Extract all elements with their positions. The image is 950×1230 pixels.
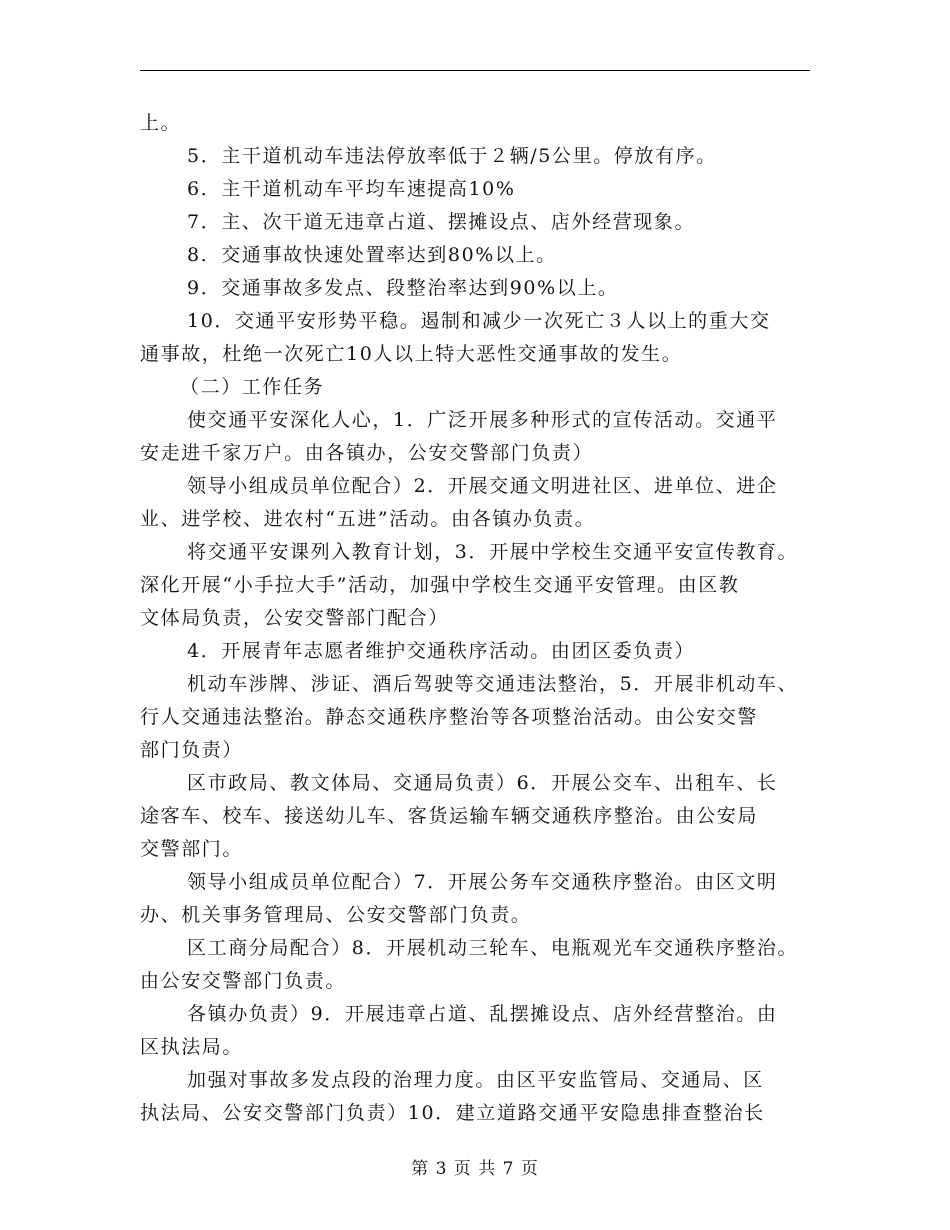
text-line: 各镇办负责）9．开展违章占道、乱摆摊设点、店外经营整治。由 <box>187 1003 778 1025</box>
text-line: 上。 <box>140 112 182 134</box>
text-line: 业、进学校、进农村“五进”活动。由各镇办负责。 <box>140 508 596 530</box>
text-line: 加强对事故多发点段的治理力度。由区平安监管局、交通局、区 <box>187 1069 764 1091</box>
text-line: 安走进千家万户。由各镇办，公安交警部门负责） <box>140 442 594 464</box>
text-line: 领导小组成员单位配合）2．开展交通文明进社区、进单位、进企 <box>187 475 778 497</box>
text-line: 途客车、校车、接送幼儿车、客货运输车辆交通秩序整治。由公安局 <box>140 805 759 827</box>
text-line: 行人交通违法整治。静态交通秩序整治等各项整治活动。由公安交警 <box>140 706 759 728</box>
text-line: 执法局、公安交警部门负责）10．建立道路交通平安隐患排查整治长 <box>140 1102 765 1124</box>
text-line: 9．交通事故多发点、段整治率达到90%以上。 <box>187 277 619 299</box>
text-line: 7．主、次干道无违章占道、摆摊设点、店外经营现象。 <box>187 211 696 233</box>
text-line: 部门负责） <box>140 739 244 761</box>
text-line: 区市政局、教文体局、交通局负责）6．开展公交车、出租车、长 <box>187 772 778 794</box>
text-line: 深化开展“小手拉大手”活动，加强中学校生交通平安管理。由区教 <box>140 574 740 596</box>
text-line: 8．交通事故快速处置率达到80%以上。 <box>187 244 557 266</box>
header-rule <box>140 70 810 71</box>
text-line: 办、机关事务管理局、公安交警部门负责。 <box>140 904 532 926</box>
text-line: 机动车涉牌、涉证、酒后驾驶等交通违法整治，5．开展非机动车、 <box>187 673 799 695</box>
text-line: 通事故，杜绝一次死亡10人以上特大恶性交通事故的发生。 <box>140 343 683 365</box>
text-line: （二）工作任务 <box>180 376 325 398</box>
text-line: 5．主干道机动车违法停放率低于２辆/5公里。停放有序。 <box>187 145 717 167</box>
text-line: 文体局负责，公安交警部门配合） <box>140 607 450 629</box>
document-body <box>140 107 820 1130</box>
text-line: 10．交通平安形势平稳。遏制和减少一次死亡３人以上的重大交 <box>187 310 771 332</box>
text-line: 领导小组成员单位配合）7．开展公务车交通秩序整治。由区文明 <box>187 871 778 893</box>
text-line: 将交通平安课列入教育计划，3．开展中学校生交通平安宣传教育。 <box>187 541 799 563</box>
text-line: 区执法局。 <box>140 1036 244 1058</box>
text-line: 6．主干道机动车平均车速提高10% <box>187 178 516 200</box>
text-line: 交警部门。 <box>140 838 244 860</box>
text-line: 使交通平安深化人心，1．广泛开展多种形式的宣传活动。交通平 <box>187 409 778 431</box>
text-line: 由公安交警部门负责。 <box>140 970 347 992</box>
page-number-footer: 第 3 页 共 7 页 <box>411 1159 539 1179</box>
text-line: 4．开展青年志愿者维护交通秩序活动。由团区委负责） <box>187 640 696 662</box>
text-line: 区工商分局配合）8．开展机动三轮车、电瓶观光车交通秩序整治。 <box>187 937 799 959</box>
